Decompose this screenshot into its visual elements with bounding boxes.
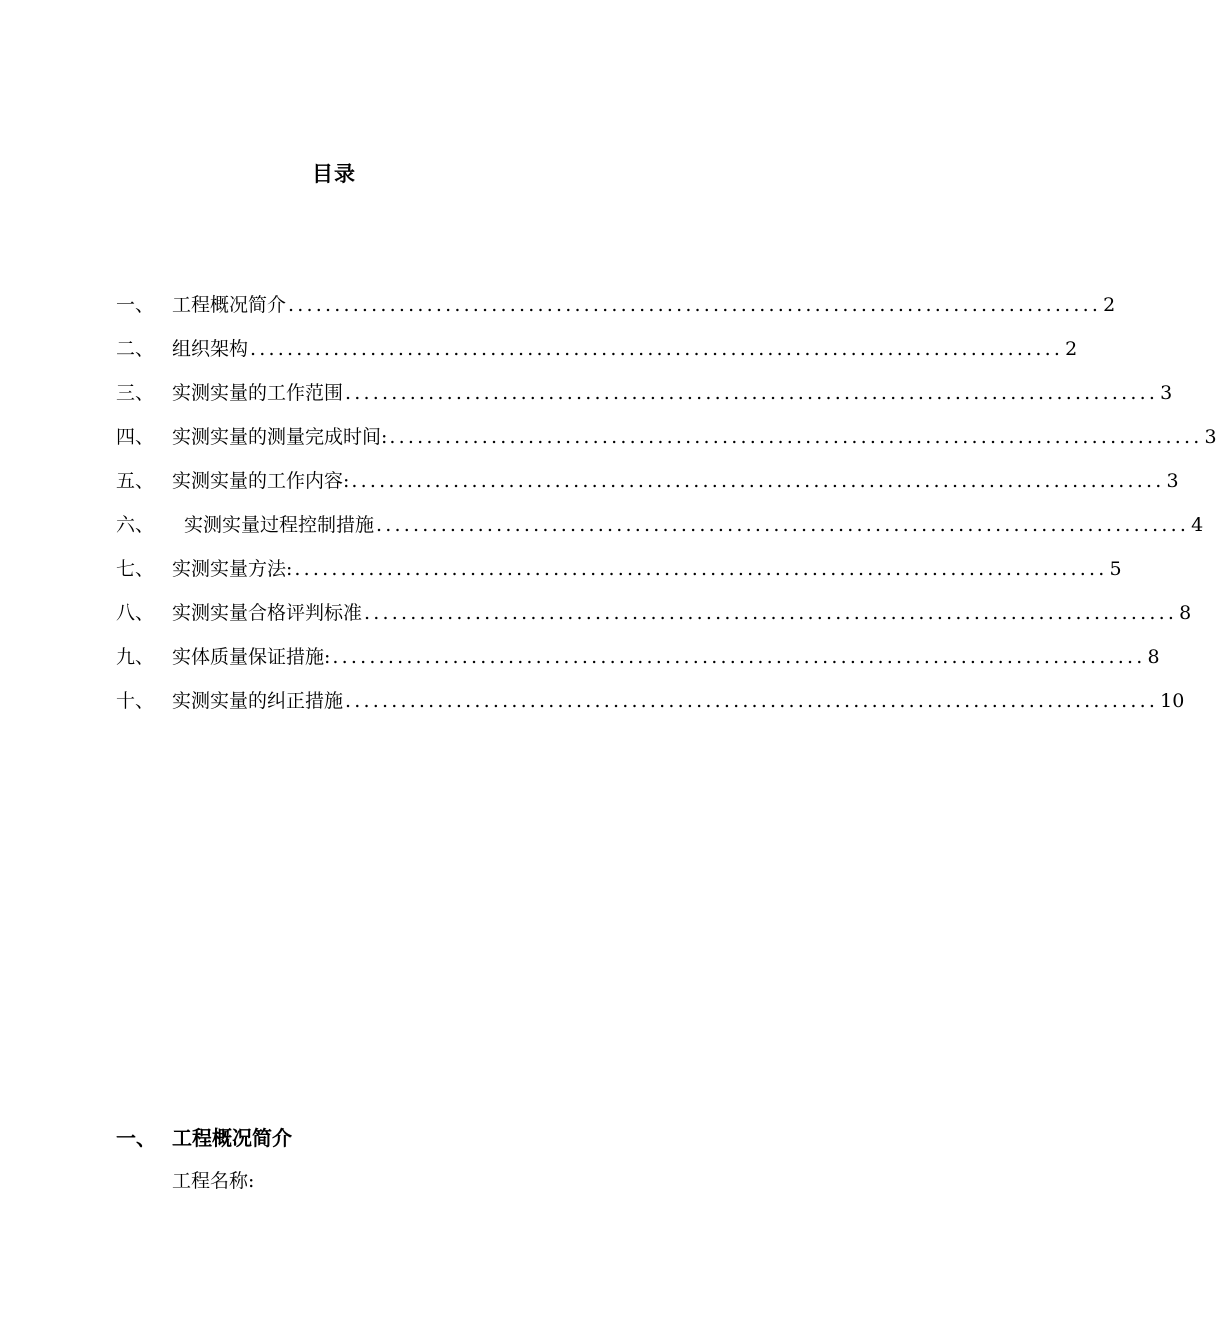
toc-item-page: 5 <box>1109 558 1122 580</box>
section-heading <box>116 1122 292 1151</box>
toc-item-page: 3 <box>1204 426 1217 448</box>
toc-leader-dots: ........................................................................................ <box>351 470 1165 492</box>
toc-item-number: 一、 <box>116 294 155 316</box>
toc-item-text: 组织架构 <box>172 338 249 360</box>
project-name-label: 工程名称: <box>172 1170 255 1192</box>
toc-item-text: 实测实量的纠正措施 <box>172 690 344 712</box>
toc-leader-dots: ........................................................................................ <box>250 338 1064 360</box>
toc-item[interactable] <box>116 510 1204 554</box>
toc-item-number: 五、 <box>116 470 155 492</box>
toc-item[interactable] <box>116 466 1179 510</box>
toc-item-text: 实测实量过程控制措施 <box>184 514 375 536</box>
toc-item-number: 九、 <box>116 646 155 668</box>
section-title: 工程概况简介 <box>172 1126 292 1150</box>
toc-item-page: 10 <box>1160 690 1185 712</box>
toc-title: 目录 <box>312 162 356 186</box>
section-number: 一、 <box>116 1126 156 1150</box>
toc-item-page: 2 <box>1103 294 1116 316</box>
toc-item-number: 四、 <box>116 426 155 448</box>
toc-item[interactable] <box>116 686 1185 730</box>
table-of-contents <box>116 290 1217 730</box>
toc-leader-dots: ........................................................................................ <box>364 602 1178 624</box>
toc-item-number: 十、 <box>116 690 155 712</box>
toc-leader-dots: ........................................................................................ <box>376 514 1190 536</box>
toc-item-text: 实测实量的工作范围 <box>172 382 344 404</box>
toc-item[interactable] <box>116 334 1078 378</box>
toc-item-text: 实测实量的工作内容: <box>172 470 350 492</box>
toc-item-text: 实测实量方法: <box>172 558 293 580</box>
toc-leader-dots: ........................................................................................ <box>345 690 1159 712</box>
toc-item-page: 2 <box>1065 338 1078 360</box>
toc-item-number: 八、 <box>116 602 155 624</box>
toc-leader-dots: ........................................................................................ <box>345 382 1159 404</box>
toc-item[interactable] <box>116 554 1122 598</box>
toc-item-page: 3 <box>1166 470 1179 492</box>
toc-leader-dots: ........................................................................................ <box>332 646 1146 668</box>
toc-item-number: 三、 <box>116 382 155 404</box>
toc-item-number: 六、 <box>116 514 155 536</box>
toc-item-text: 实体质量保证措施: <box>172 646 331 668</box>
toc-item-page: 4 <box>1191 514 1204 536</box>
toc-item-page: 8 <box>1179 602 1192 624</box>
toc-item[interactable] <box>116 290 1116 334</box>
toc-leader-dots: ........................................................................................ <box>389 426 1203 448</box>
toc-item-page: 3 <box>1160 382 1173 404</box>
toc-item-text: 实测实量合格评判标准 <box>172 602 363 624</box>
toc-item-text: 实测实量的测量完成时间: <box>172 426 388 448</box>
toc-item-page: 8 <box>1147 646 1160 668</box>
toc-item-text: 工程概况简介 <box>172 294 287 316</box>
toc-item[interactable] <box>116 598 1192 642</box>
toc-item[interactable] <box>116 642 1160 686</box>
toc-item-number: 七、 <box>116 558 155 580</box>
toc-item[interactable] <box>116 378 1173 422</box>
toc-leader-dots: ........................................................................................ <box>288 294 1102 316</box>
toc-item-number: 二、 <box>116 338 155 360</box>
toc-leader-dots: ........................................................................................ <box>294 558 1108 580</box>
toc-item[interactable] <box>116 422 1217 466</box>
